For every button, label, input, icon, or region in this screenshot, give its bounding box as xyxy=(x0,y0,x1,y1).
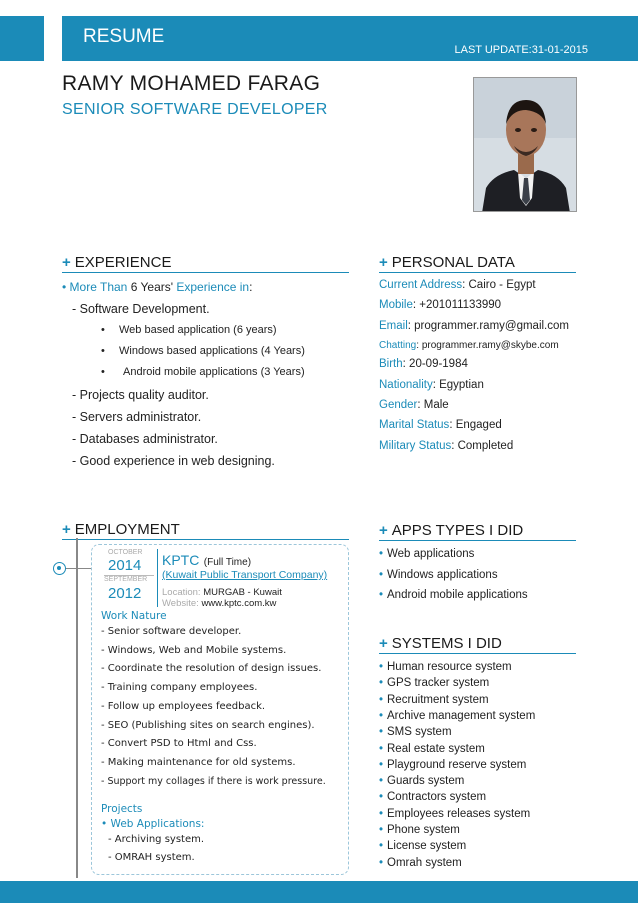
plus-icon: + xyxy=(379,522,388,539)
timeline-node-icon xyxy=(53,562,66,575)
intro-c: Experience in xyxy=(176,280,250,294)
personal-value: Egyptian xyxy=(439,379,484,391)
plus-icon: + xyxy=(62,521,71,538)
web-apps-label xyxy=(101,818,204,830)
bullet-icon: • xyxy=(101,345,105,357)
job-type: (Full Time) xyxy=(203,557,252,568)
system-item: GPS tracker system xyxy=(387,677,490,690)
system-item: Guards system xyxy=(387,775,465,788)
personal-row xyxy=(379,299,501,311)
experience-item: - Servers administrator. xyxy=(72,410,202,424)
systems-heading-label: SYSTEMS I DID xyxy=(391,635,502,652)
personal-colon: : xyxy=(407,320,415,332)
personal-value: +201011133990 xyxy=(419,299,502,311)
date-separator xyxy=(157,549,158,607)
company-name: KPTC xyxy=(162,552,200,568)
system-item: Recruitment system xyxy=(387,693,489,706)
bullet-icon: • xyxy=(379,661,384,673)
duty-item: - Windows, Web and Mobile systems. xyxy=(101,644,287,656)
systems-heading xyxy=(379,635,576,654)
personal-colon: : xyxy=(417,399,424,411)
experience-heading xyxy=(62,254,349,273)
footer-bar xyxy=(0,881,638,903)
personal-label: Chatting xyxy=(379,340,417,351)
company-full-name: (Kuwait Public Transport Company) xyxy=(162,569,328,581)
website-link[interactable]: www.kptc.com.kw xyxy=(201,598,277,609)
project-item: - OMRAH system. xyxy=(108,852,195,863)
bullet-icon: • xyxy=(379,775,384,788)
personal-value: programmer.ramy@skybe.com xyxy=(421,340,559,351)
software-dev: - Software Development. xyxy=(72,302,210,316)
experience-intro xyxy=(62,280,252,294)
duty-item: - Convert PSD to Html and Css. xyxy=(101,738,257,750)
experience-sub-item: Windows based applications (4 Years) xyxy=(119,345,305,357)
system-item: Omrah system xyxy=(387,856,462,869)
app-item: Web applications xyxy=(387,548,475,560)
experience-item: - Projects quality auditor. xyxy=(72,388,209,402)
personal-value: Completed xyxy=(457,440,514,452)
profile-photo xyxy=(473,77,577,212)
personal-value: 20-09-1984 xyxy=(409,358,468,370)
personal-row xyxy=(379,279,536,291)
personal-value: Cairo - Egypt xyxy=(468,279,536,291)
duty-item: - Senior software developer. xyxy=(101,626,242,637)
location-line xyxy=(162,587,282,598)
intro-b: 6 Years' xyxy=(130,280,174,294)
system-item: License system xyxy=(387,840,467,853)
bullet-icon: • xyxy=(62,280,67,294)
apps-heading-label: APPS TYPES I DID xyxy=(391,522,524,539)
intro-a: More Than xyxy=(69,280,128,294)
personal-colon: : xyxy=(432,379,440,391)
header-bar xyxy=(0,16,638,61)
personal-value: Male xyxy=(423,399,449,411)
personal-colon: : xyxy=(462,279,469,291)
personal-label: Military Status xyxy=(379,440,452,452)
personal-colon: : xyxy=(449,419,456,431)
resume-title: RESUME xyxy=(83,26,165,47)
bullet-icon: • xyxy=(379,856,384,869)
personal-row xyxy=(379,379,484,391)
bullet-icon: • xyxy=(379,693,384,706)
timeline-line xyxy=(76,538,78,878)
website-line[interactable] xyxy=(162,598,276,609)
personal-row xyxy=(379,320,569,332)
system-item: Phone system xyxy=(387,824,460,836)
personal-row xyxy=(379,419,502,431)
personal-heading-label: PERSONAL DATA xyxy=(391,254,515,271)
personal-value: Engaged xyxy=(455,419,502,431)
system-item: Archive management system xyxy=(387,709,536,722)
bullet-icon: • xyxy=(379,589,384,601)
personal-row xyxy=(379,440,513,452)
bullet-icon: • xyxy=(379,824,384,836)
personal-label: Birth xyxy=(379,358,403,370)
to-month: OCTOBER xyxy=(108,549,143,556)
bullet-icon: • xyxy=(379,807,384,820)
duty-item: - Follow up employees feedback. xyxy=(101,700,266,712)
system-item: SMS system xyxy=(387,726,452,739)
intro-colon: : xyxy=(249,280,253,294)
to-year: 2014 xyxy=(108,557,142,574)
personal-value: programmer.ramy@gmail.com xyxy=(414,320,569,332)
personal-colon: : xyxy=(451,440,458,452)
bullet-icon: • xyxy=(379,726,384,739)
personal-row xyxy=(379,340,559,351)
project-item: - Archiving system. xyxy=(108,834,205,845)
personal-row xyxy=(379,358,468,370)
personal-label: Marital Status xyxy=(379,419,450,431)
personal-label: Email xyxy=(379,320,408,332)
from-month: SEPTEMBER xyxy=(104,576,148,583)
system-item: Employees releases system xyxy=(387,807,531,820)
bullet-icon: • xyxy=(379,568,384,581)
employment-heading xyxy=(62,521,349,540)
employment-heading-label: EMPLOYMENT xyxy=(74,521,180,538)
last-update: LAST UPDATE:31-01-2015 xyxy=(454,44,588,56)
personal-label: Nationality xyxy=(379,379,433,391)
bullet-icon: • xyxy=(379,758,384,771)
personal-colon: : xyxy=(402,358,410,370)
from-year: 2012 xyxy=(108,585,142,602)
plus-icon: + xyxy=(379,635,388,652)
duty-item: - Making maintenance for old systems. xyxy=(101,756,296,768)
app-item: Windows applications xyxy=(387,568,498,581)
personal-label: Current Address xyxy=(379,279,463,291)
apps-heading xyxy=(379,522,576,541)
experience-item: - Databases administrator. xyxy=(72,432,218,446)
bullet-icon: • xyxy=(101,324,105,336)
header-notch xyxy=(44,16,62,61)
duty-item: - Coordinate the resolution of design issues. xyxy=(101,663,322,675)
web-apps-text: Web Applications: xyxy=(110,818,205,830)
app-item: Android mobile applications xyxy=(387,589,528,601)
experience-sub-item: Android mobile applications (3 Years) xyxy=(123,366,305,378)
personal-heading xyxy=(379,254,576,273)
location-value: MURGAB - Kuwait xyxy=(203,587,282,598)
plus-icon: + xyxy=(379,254,388,271)
company-line xyxy=(162,552,251,570)
bullet-icon: • xyxy=(379,677,384,690)
website-label: Website: xyxy=(162,598,199,609)
bullet-icon: • xyxy=(101,366,105,378)
experience-item: - Good experience in web designing. xyxy=(72,454,275,468)
bullet-icon: • xyxy=(379,840,384,853)
experience-heading-label: EXPERIENCE xyxy=(74,254,172,271)
person-name: RAMY MOHAMED FARAG xyxy=(62,72,321,95)
projects-label: Projects xyxy=(101,803,143,815)
plus-icon: + xyxy=(62,254,71,271)
personal-colon: : xyxy=(412,299,420,311)
bullet-icon: • xyxy=(379,548,384,560)
experience-sub-item: Web based application (6 years) xyxy=(119,324,277,336)
location-label: Location: xyxy=(162,587,201,598)
bullet-icon: • xyxy=(379,791,384,804)
personal-label: Gender xyxy=(379,399,418,411)
system-item: Human resource system xyxy=(387,661,512,673)
system-item: Real estate system xyxy=(387,742,485,755)
personal-colon: : xyxy=(416,340,422,351)
person-role: SENIOR SOFTWARE DEVELOPER xyxy=(62,101,328,118)
duty-item: - Support my collages if there is work pressure. xyxy=(101,775,326,787)
work-nature-label: Work Nature xyxy=(101,610,167,622)
duty-item: - SEO (Publishing sites on search engines). xyxy=(101,719,315,731)
system-item: Contractors system xyxy=(387,791,487,804)
personal-label: Mobile xyxy=(379,299,413,311)
duty-item: - Training company employees. xyxy=(101,682,258,694)
system-item: Playground reserve system xyxy=(387,758,527,771)
bullet-icon: • xyxy=(101,818,108,830)
personal-row xyxy=(379,399,449,411)
bullet-icon: • xyxy=(379,709,384,722)
bullet-icon: • xyxy=(379,742,384,755)
